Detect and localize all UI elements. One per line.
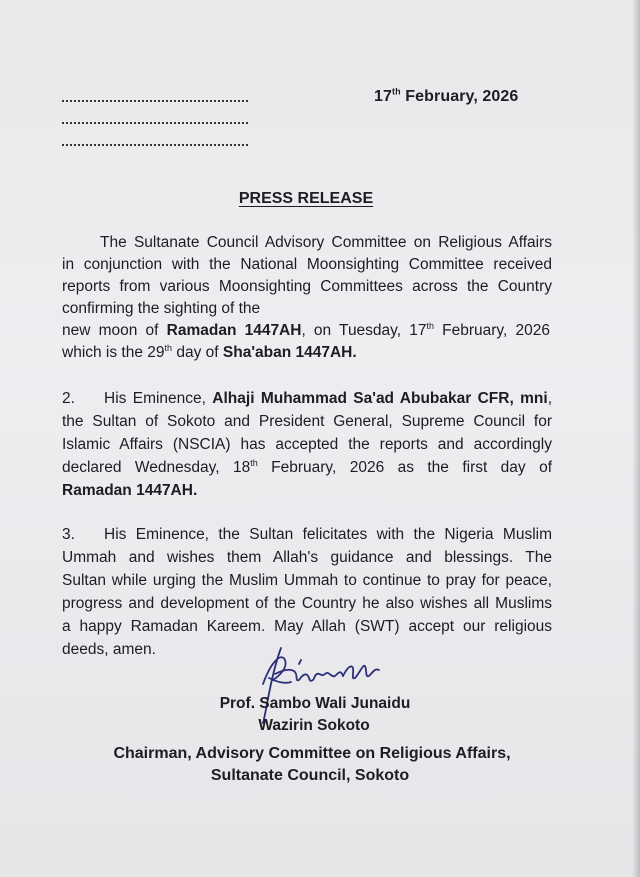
signatory-title: Wazirin Sokoto xyxy=(258,717,370,734)
address-line-1 xyxy=(62,100,248,102)
letter-date: 17th February, 2026 xyxy=(374,86,519,105)
p2-line-5: Ramadan 1447AH. xyxy=(62,482,198,499)
page-title: PRESS RELEASE xyxy=(238,190,374,207)
p1-line-4: confirming the sighting of the xyxy=(62,300,261,317)
p3-number: 3. xyxy=(62,526,75,543)
p2-line-3: Islamic Affairs (NSCIA) has accepted the reports and accordingly xyxy=(62,436,552,453)
p3-line-5: a happy Ramadan Kareem. May Allah (SWT) accept our religious xyxy=(62,618,552,635)
signatory-name: Prof. Sambo Wali Junaidu xyxy=(219,695,411,712)
signatory-role-line-1: Chairman, Advisory Committee on Religious Affairs, xyxy=(113,745,511,762)
signatory-role-line-2: Sultanate Council, Sokoto xyxy=(210,767,410,784)
p2-number: 2. xyxy=(62,390,75,407)
address-line-2 xyxy=(62,122,248,124)
p3-line-4: progress and development of the Country he also wishes all Muslims xyxy=(62,595,552,612)
p2-line-2: the Sultan of Sokoto and President General, Supreme Council for xyxy=(62,413,552,430)
p3-line-2: Ummah and wishes them Allah's guidance and blessings. The xyxy=(62,549,552,566)
p2-line-4: declared Wednesday, 18th February, 2026 as the first day of xyxy=(62,457,553,476)
p3-line-6: deeds, amen. xyxy=(62,641,156,658)
p1-line-1: The Sultanate Council Advisory Committee on Religious Affairs xyxy=(100,234,552,251)
p1-line-6: which is the 29th day of Sha'aban 1447AH. xyxy=(62,342,357,361)
p2-line-1: His Eminence, Alhaji Muhammad Sa'ad Abubakar CFR, mni, xyxy=(104,390,552,407)
p3-line-1: His Eminence, the Sultan felicitates with the Nigeria Muslim xyxy=(104,526,552,543)
p1-line-5: new moon of Ramadan 1447AH, on Tuesday, 17th February, 2026 xyxy=(62,320,550,339)
page-shadow xyxy=(632,0,640,877)
p1-line-3: reports from various Moonsighting Committees across the Country xyxy=(62,278,552,295)
p1-line-2: in conjunction with the National Moonsighting Committee received xyxy=(62,256,552,273)
address-line-3 xyxy=(62,144,248,146)
p3-line-3: Sultan while urging the Muslim Ummah to continue to pray for peace, xyxy=(62,572,552,589)
